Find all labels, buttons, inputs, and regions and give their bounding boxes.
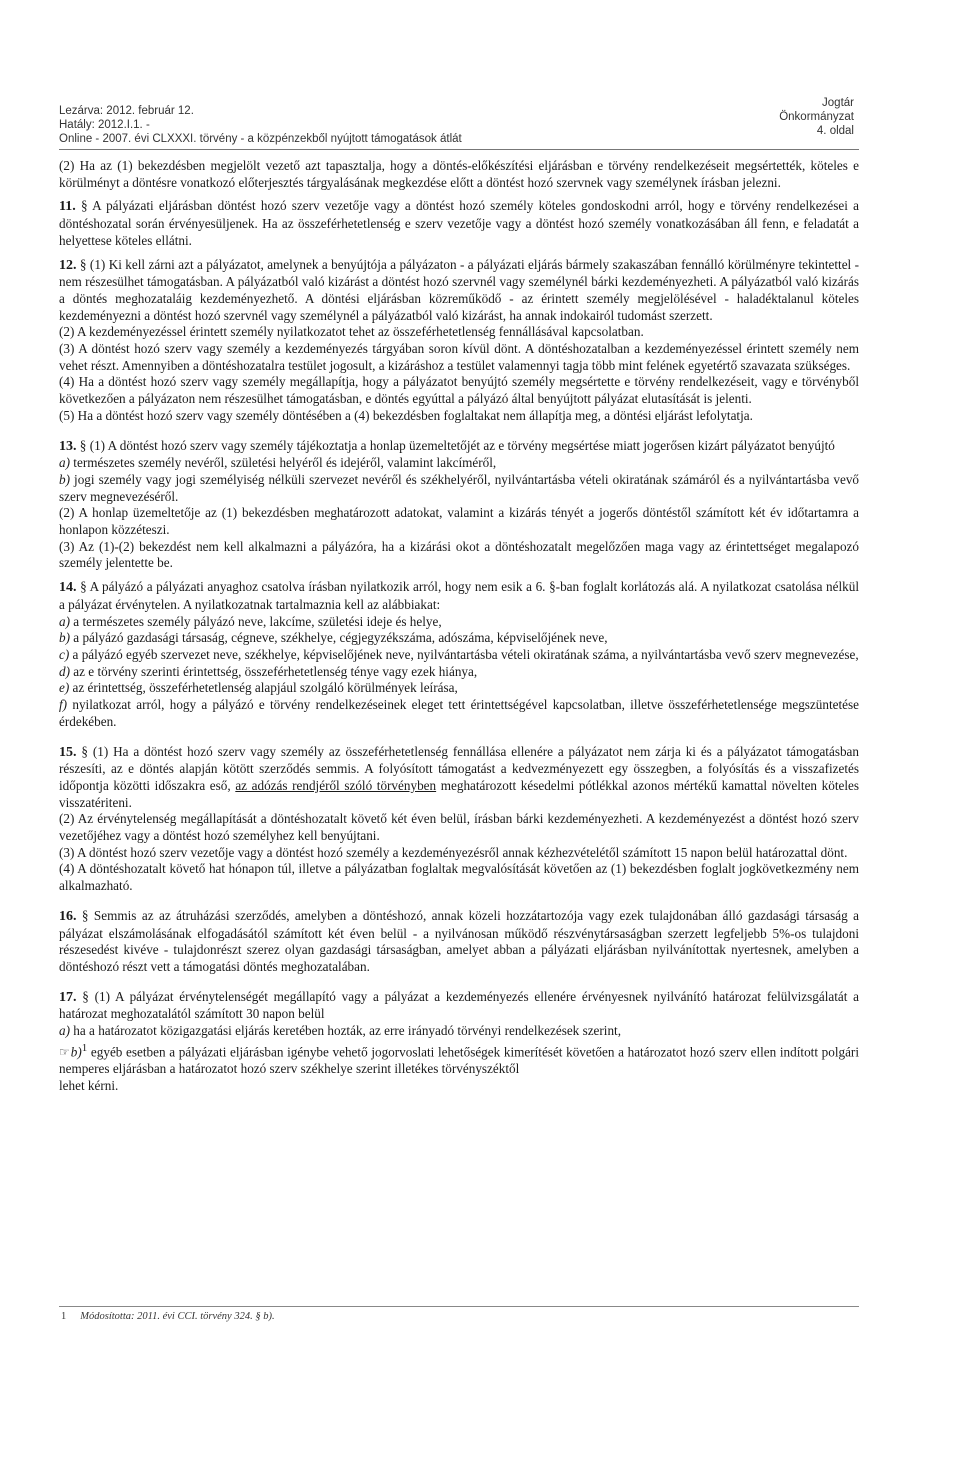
section-11 [59, 198, 859, 249]
footnote-text: Módosította: 2011. évi CCI. törvény 324. § b). [80, 1311, 275, 1322]
section-text: § (1) A döntést hozó szerv vagy személy tájékoztatja a honlap üzemeltetőjét az e törvény megsértése miatt jogerősen kizárt pályázatot benyújtó [79, 437, 835, 453]
section-number: 11. [59, 199, 76, 215]
section-13 [59, 438, 859, 456]
section-text-continued: meghatározott késedelmi pótlékkal azonos mértékű kamattal növelten köteles visszatériteni. [59, 777, 859, 810]
point-label: a) [59, 1023, 70, 1039]
point-text: jogi személy vagy jogi személyiség nélküli szervezet nevéről és székhelyéről, nyilvántartásba vételi okiratának számáról és a nyilvántartásba vevő szerv megnevezéséről. [59, 471, 860, 504]
point-text: a természetes személy pályázó neve, lakcíme, születési ideje és helye, [73, 613, 442, 629]
point-label: b) [59, 630, 70, 646]
point-text: természetes személy nevéről, születési helyéről és idejéről, valamint lakcíméről, [73, 455, 497, 471]
header-right [779, 96, 854, 138]
point-text: egyéb esetben a pályázati eljárásban igénybe vehető jogorvoslati lehetőségek kimerítését követően a határozatot hozó szerv ellen indított polgári nemperes eljárásban a határozatot hozó szerv székhelye szerint illetékes törvényszéktől [59, 1044, 859, 1076]
point-text: nyilatkozat arról, hogy a pályázó e törvény rendelkezéseinek eleget tett érintettségével kapcsolatban, illetve összeférhetetlensége megszüntetése érdekében. [59, 697, 859, 729]
footnote-number: 1 [61, 1311, 67, 1322]
header-hataly: Hatály: 2012.I.1. - [59, 119, 150, 131]
point-17-a [59, 1023, 859, 1040]
paragraph-13-3: (3) Az (1)-(2) bekezdést nem kell alkalmazni a pályázóra, ha a kizárási okot a döntéshozatalt megelőzően maga vagy az érintettséget megalapozó személy jelentette be. [59, 538, 859, 571]
point-14-d [59, 664, 859, 681]
section-text: § (1) Ki kell zárni azt a pályázatot, amelynek a benyújtója a pályázaton - a pályázati eljárás bármely szakaszában fennálló körülményre tekintettel - nem részesülhet támogatásban. A pályázatból való kizárást a döntést hozó szervnél vagy személynél bárki kezdeményezheti. A pályázatból való kizárás a döntés meghozataláig kezdeményezhető. A döntési eljárásban közreműködő - az érintett személy megjelölésével - haladéktalanul köteles kezdeményezni a döntést hozó szervnél vagy személynél a pályázatból való kizárást, ha annak indokairól tudomást szerzett. [59, 256, 860, 323]
page-header [0, 0, 960, 160]
section-text: § Semmis az az átruházási szerződés, amelyben a döntéshozó, annak közeli hozzátartozója vagy ezek tulajdonában álló gazdasági társaság a pályázat elszámolásának elfogadásától számított két éven belül - a nyilvánosan működő részvénytársaságban szerzett legfeljebb 5%-os tulajdoni részesedést kivéve - tulajdonrészt szerez olyan gazdasági társaságban, amelyet abban a pályázati eljárásban nyilvánítottak nyertesnek, amelyben a döntéshozó részt vett a támogatási döntés meghozatalában. [59, 907, 859, 974]
point-label: f) [59, 697, 68, 713]
paragraph-15-4: (4) A döntéshozatalt követő hat hónapon túl, illetve a pályázatban foglaltak megvalósítását követően az (1) bekezdésben foglalt jogkövetkezmény nem alkalmazható. [59, 861, 859, 894]
header-lezarva: Lezárva: 2012. február 12. [59, 105, 194, 117]
section-16 [59, 908, 859, 976]
paragraph-15-2: (2) Az érvénytelenség megállapítását a döntéshozatalt követő két éven belül, írásban bárki kezdeményezheti. A kezdeményezést a döntést hozó szerv vezetőjéhez vagy a döntést hozó személyhez kell benyújtani. [59, 811, 859, 844]
section-number: 17. [59, 989, 77, 1005]
section-number: 12. [59, 257, 77, 273]
footnote-divider [59, 1306, 859, 1307]
section-text: § A pályázó a pályázati anyaghoz csatolva írásban nyilatkozik arról, hogy nem esik a 6. §-ban foglalt korlátozás alá. A nyilatkozat csatolása nélkül a pályázat érvénytelen. A nyilatkozatnak tartalmaznia kell az alábbiakat: [59, 579, 860, 612]
point-text: az érintettség, összeférhetetlenség alapjául szolgáló körülmények leírása, [72, 680, 458, 696]
header-divider [59, 149, 859, 150]
paragraph-15-3: (3) A döntést hozó szerv vezetője vagy a döntést hozó személy a kezdeményezésről annak kézhezvételétől számított 15 napon belül határozattal dönt. [59, 844, 848, 860]
section-15 [59, 744, 859, 812]
paragraph-12-4: (4) Ha a döntést hozó szerv vagy személy megállapítja, hogy a pályázatot benyújtó személy megsértette e törvény rendelkezéseit, vagy e törvényből következően a pályázaton nem részesülhet támogatásban, e döntés egyúttal a pályázó által benyújtott pályázat elutasítását is jelenti. [59, 374, 859, 407]
point-label: b) [59, 471, 70, 487]
point-13-a [59, 455, 859, 472]
section-14 [59, 579, 859, 613]
section-text: § (1) A pályázat érvénytelenségét megállapító vagy a pályázat a kezdeményezés ellenére érvényesnek nyilvánító határozat felülvizsgálatát a határozat meghozatalától számított 30 napon belül [59, 988, 860, 1022]
header-onkormanyzat: Önkormányzat [779, 111, 854, 123]
point-14-b [59, 630, 859, 647]
point-label: b) [70, 1044, 82, 1060]
point-14-e [59, 680, 859, 697]
section-17 [59, 989, 859, 1023]
point-label: a) [59, 613, 70, 629]
point-text: az e törvény szerinti érintettség, összeférhetetlenség ténye vagy ezek hiánya, [73, 663, 478, 679]
paragraph-12-3: (3) A döntést hozó szerv vagy személy a kezdeményezés tárgyában soron kívül dönt. A döntéshozatalban a kezdeményezéssel érintett személy nem vehet részt. Amennyiben a döntéshozatalra testület jogosult, a kizáráshoz a testület valamennyi tagja több mint felének egyetértő szavazata szükséges. [59, 341, 859, 373]
document-body [59, 158, 859, 1094]
amendment-hand-icon[interactable]: ☞ [59, 1045, 70, 1060]
point-14-c [59, 647, 859, 664]
paragraph-13-2: (2) A honlap üzemeltetője az (1) bekezdésben meghatározott adatokat, valamint a kizárás tényét a jogerős döntéstől számított két év időtartamra a honlapon közzéteszi. [59, 505, 859, 538]
footnote [61, 1311, 275, 1322]
header-jogtar: Jogtár [822, 97, 854, 109]
paragraph-12-2: (2) A kezdeményezéssel érintett személy nyilatkozatot tehet az összeférhetetlenség fennállásával kapcsolatban. [59, 324, 644, 340]
footnote-reference[interactable]: 1 [81, 1041, 88, 1054]
point-label: d) [59, 663, 70, 679]
paragraph-17-tail: lehet kérni. [59, 1077, 119, 1093]
section-number: 14. [59, 580, 77, 596]
section-text: § A pályázati eljárásban döntést hozó szerv vezetője vagy a döntést hozó személy köteles gondoskodni arról, hogy e törvény rendelkezései a döntéshozatal során érvényesüljenek. Ha az összeférhetetlenség e szerv vezetője vagy a döntést hozó személy vonatkozásában áll fenn, e feladatát a helyettese köteles ellátni. [59, 198, 859, 248]
header-page-number: 4. oldal [816, 125, 854, 137]
point-label: c) [59, 646, 70, 662]
section-number: 15. [59, 744, 77, 760]
point-text: a pályázó egyéb szervezet neve, székhelye, képviselőjének neve, nyilvántartásba vételi okiratának száma, a nyilvántartásba vevő szerv megnevezése, [72, 646, 859, 662]
section-number: 13. [59, 438, 77, 454]
header-online-title: Online - 2007. évi CLXXXI. törvény - a közpénzekből nyújtott támogatások átlát [59, 133, 462, 145]
point-13-b [59, 472, 859, 505]
law-reference-link[interactable]: az adózás rendjéről szóló törvényben [235, 777, 437, 793]
paragraph-12-5: (5) Ha a döntést hozó szerv vagy személy döntésében a (4) bekezdésben foglaltakat nem állapítja meg, a döntési eljárást lefolytatja. [59, 407, 753, 423]
header-left [59, 104, 462, 146]
point-text: a pályázó gazdasági társaság, cégneve, székhelye, cégjegyzékszáma, adószáma, képviselőjének neve, [73, 630, 608, 646]
section-12 [59, 257, 859, 325]
point-label: a) [59, 455, 70, 471]
point-17-b [59, 1040, 859, 1078]
section-number: 16. [59, 908, 77, 924]
point-label: e) [59, 680, 70, 696]
point-text: ha a határozatot közigazgatási eljárás keretében hozták, az erre irányadó törvényi rendelkezések szerint, [73, 1023, 622, 1039]
point-14-a [59, 614, 859, 631]
paragraph-10-2: (2) Ha az (1) bekezdésben megjelölt vezető azt tapasztalja, hogy a döntés-előkészítési eljárásban e törvény rendelkezéseit megsértették, köteles e körülményt a döntésre vonatkozó előterjesztés tárgyalásának megkezdése előtt a döntést hozó szervnek vagy személynek írásban jelezni. [59, 158, 859, 190]
section-text: § (1) Ha a döntést hozó szerv vagy személy az összeférhetetlenség fennállása ellenére a pályázatot nem zárja ki és a pályázatot támogatásban részesíti, az e döntés alapján kötött szerződés semmis. A folyósított támogatást a kedvezményezett egy összegben, a folyósítás és a visszafizetés időpontja közötti időszakra eső, [59, 743, 859, 793]
point-14-f [59, 697, 859, 730]
